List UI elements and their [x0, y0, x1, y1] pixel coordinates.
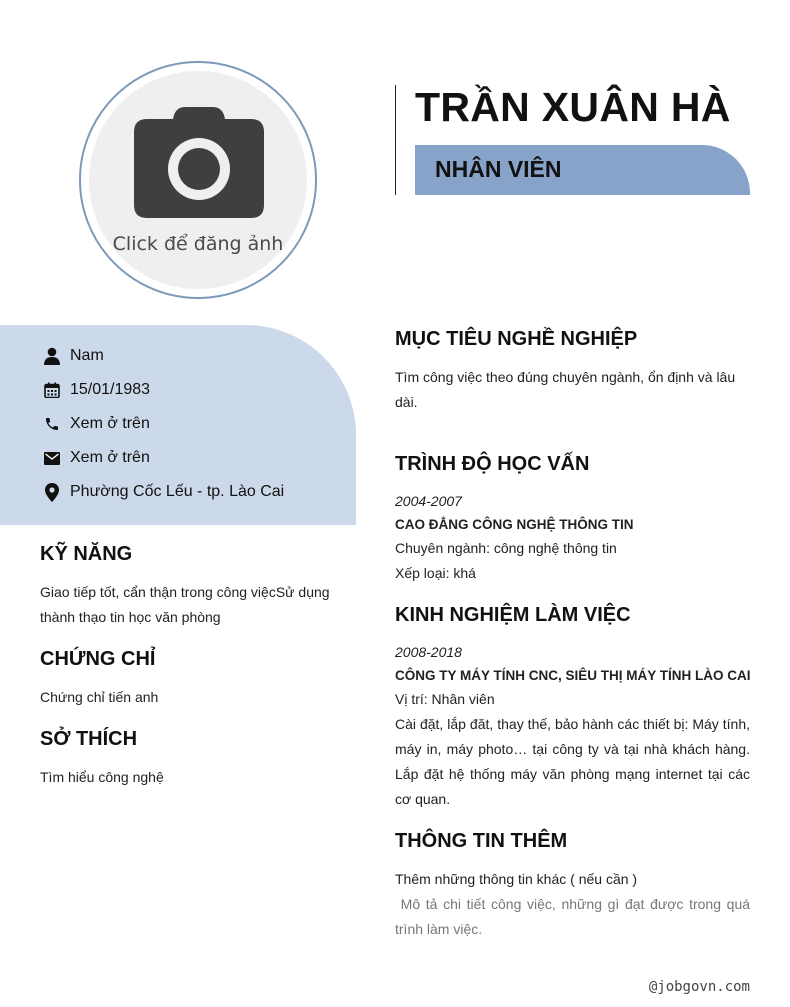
experience-description: Cài đặt, lắp đăt, thay thế, bảo hành các thiết bị: Máy tính, máy in, máy photo… tại công ty và tại nhà khách hàng. Lắp đặt hệ thống máy văn phòng mạng internet tại các cơ quan.: [395, 716, 750, 807]
hobbies-text: Tìm hiểu công nghệ: [40, 769, 164, 785]
contact-phone: [42, 413, 150, 435]
location-pin-icon: [42, 482, 62, 502]
avatar-placeholder[interactable]: [89, 71, 307, 289]
skills-text: Giao tiếp tốt, cẩn thận trong công việcSử dụng thành thạo tin học văn phòng: [40, 584, 330, 625]
camera-icon: [133, 105, 265, 219]
education-school: CAO ĐẲNG CÔNG NGHỆ THÔNG TIN: [395, 517, 634, 532]
avatar-upload[interactable]: [79, 61, 317, 299]
address-value: Phường Cốc Lếu - tp. Lào Cai: [70, 483, 285, 500]
name-divider: [395, 85, 396, 195]
skills-heading: KỸ NĂNG: [40, 543, 133, 565]
contact-email: [42, 447, 150, 469]
additional-line-1: Thêm những thông tin khác ( nếu cần ): [395, 871, 638, 887]
certificates-text: Chứng chỉ tiến anh: [40, 689, 159, 705]
position-title: NHÂN VIÊN: [435, 156, 562, 182]
phone-icon: [42, 414, 62, 434]
email-value[interactable]: Xem ở trên: [70, 449, 150, 466]
experience-company: CÔNG TY MÁY TÍNH CNC, SIÊU THỊ MÁY TÍNH LÀO CAI: [395, 668, 751, 683]
education-grade: Xếp loại: khá: [395, 565, 476, 581]
photo-upload-caption[interactable]: Click để đăng ảnh: [112, 233, 284, 255]
candidate-name: TRẦN XUÂN HÀ: [415, 84, 731, 130]
certificates-heading: CHỨNG CHỈ: [40, 648, 156, 670]
envelope-icon: [42, 448, 62, 468]
experience-role: Vị trí: Nhân viên: [395, 691, 495, 707]
education-period: 2004-2007: [395, 493, 462, 509]
experience-period: 2008-2018: [395, 644, 462, 660]
objective-text: Tìm công việc theo đúng chuyên ngành, ổn định và lâu dài.: [395, 369, 736, 410]
contact-gender: [42, 345, 104, 367]
objective-heading: MỤC TIÊU NGHỀ NGHIỆP: [395, 328, 638, 350]
contact-birthday: [42, 379, 150, 401]
additional-line-2: Mô tả chi tiết công việc, những gì đạt được trong quá trình làm việc.: [395, 896, 754, 937]
person-icon: [42, 346, 62, 366]
hobbies-heading: SỞ THÍCH: [40, 728, 138, 750]
phone-value[interactable]: Xem ở trên: [70, 415, 150, 432]
education-heading: TRÌNH ĐỘ HỌC VẤN: [395, 453, 590, 475]
watermark: @jobgovn.com: [648, 979, 750, 995]
calendar-icon: [42, 380, 62, 400]
education-major: Chuyên ngành: công nghệ thông tin: [395, 540, 617, 556]
contact-address: [42, 481, 284, 503]
gender-value: Nam: [70, 347, 104, 364]
birthday-value: 15/01/1983: [70, 381, 151, 398]
position-badge: [415, 145, 750, 195]
experience-heading: KINH NGHIỆM LÀM VIỆC: [395, 604, 631, 626]
additional-heading: THÔNG TIN THÊM: [395, 830, 568, 852]
